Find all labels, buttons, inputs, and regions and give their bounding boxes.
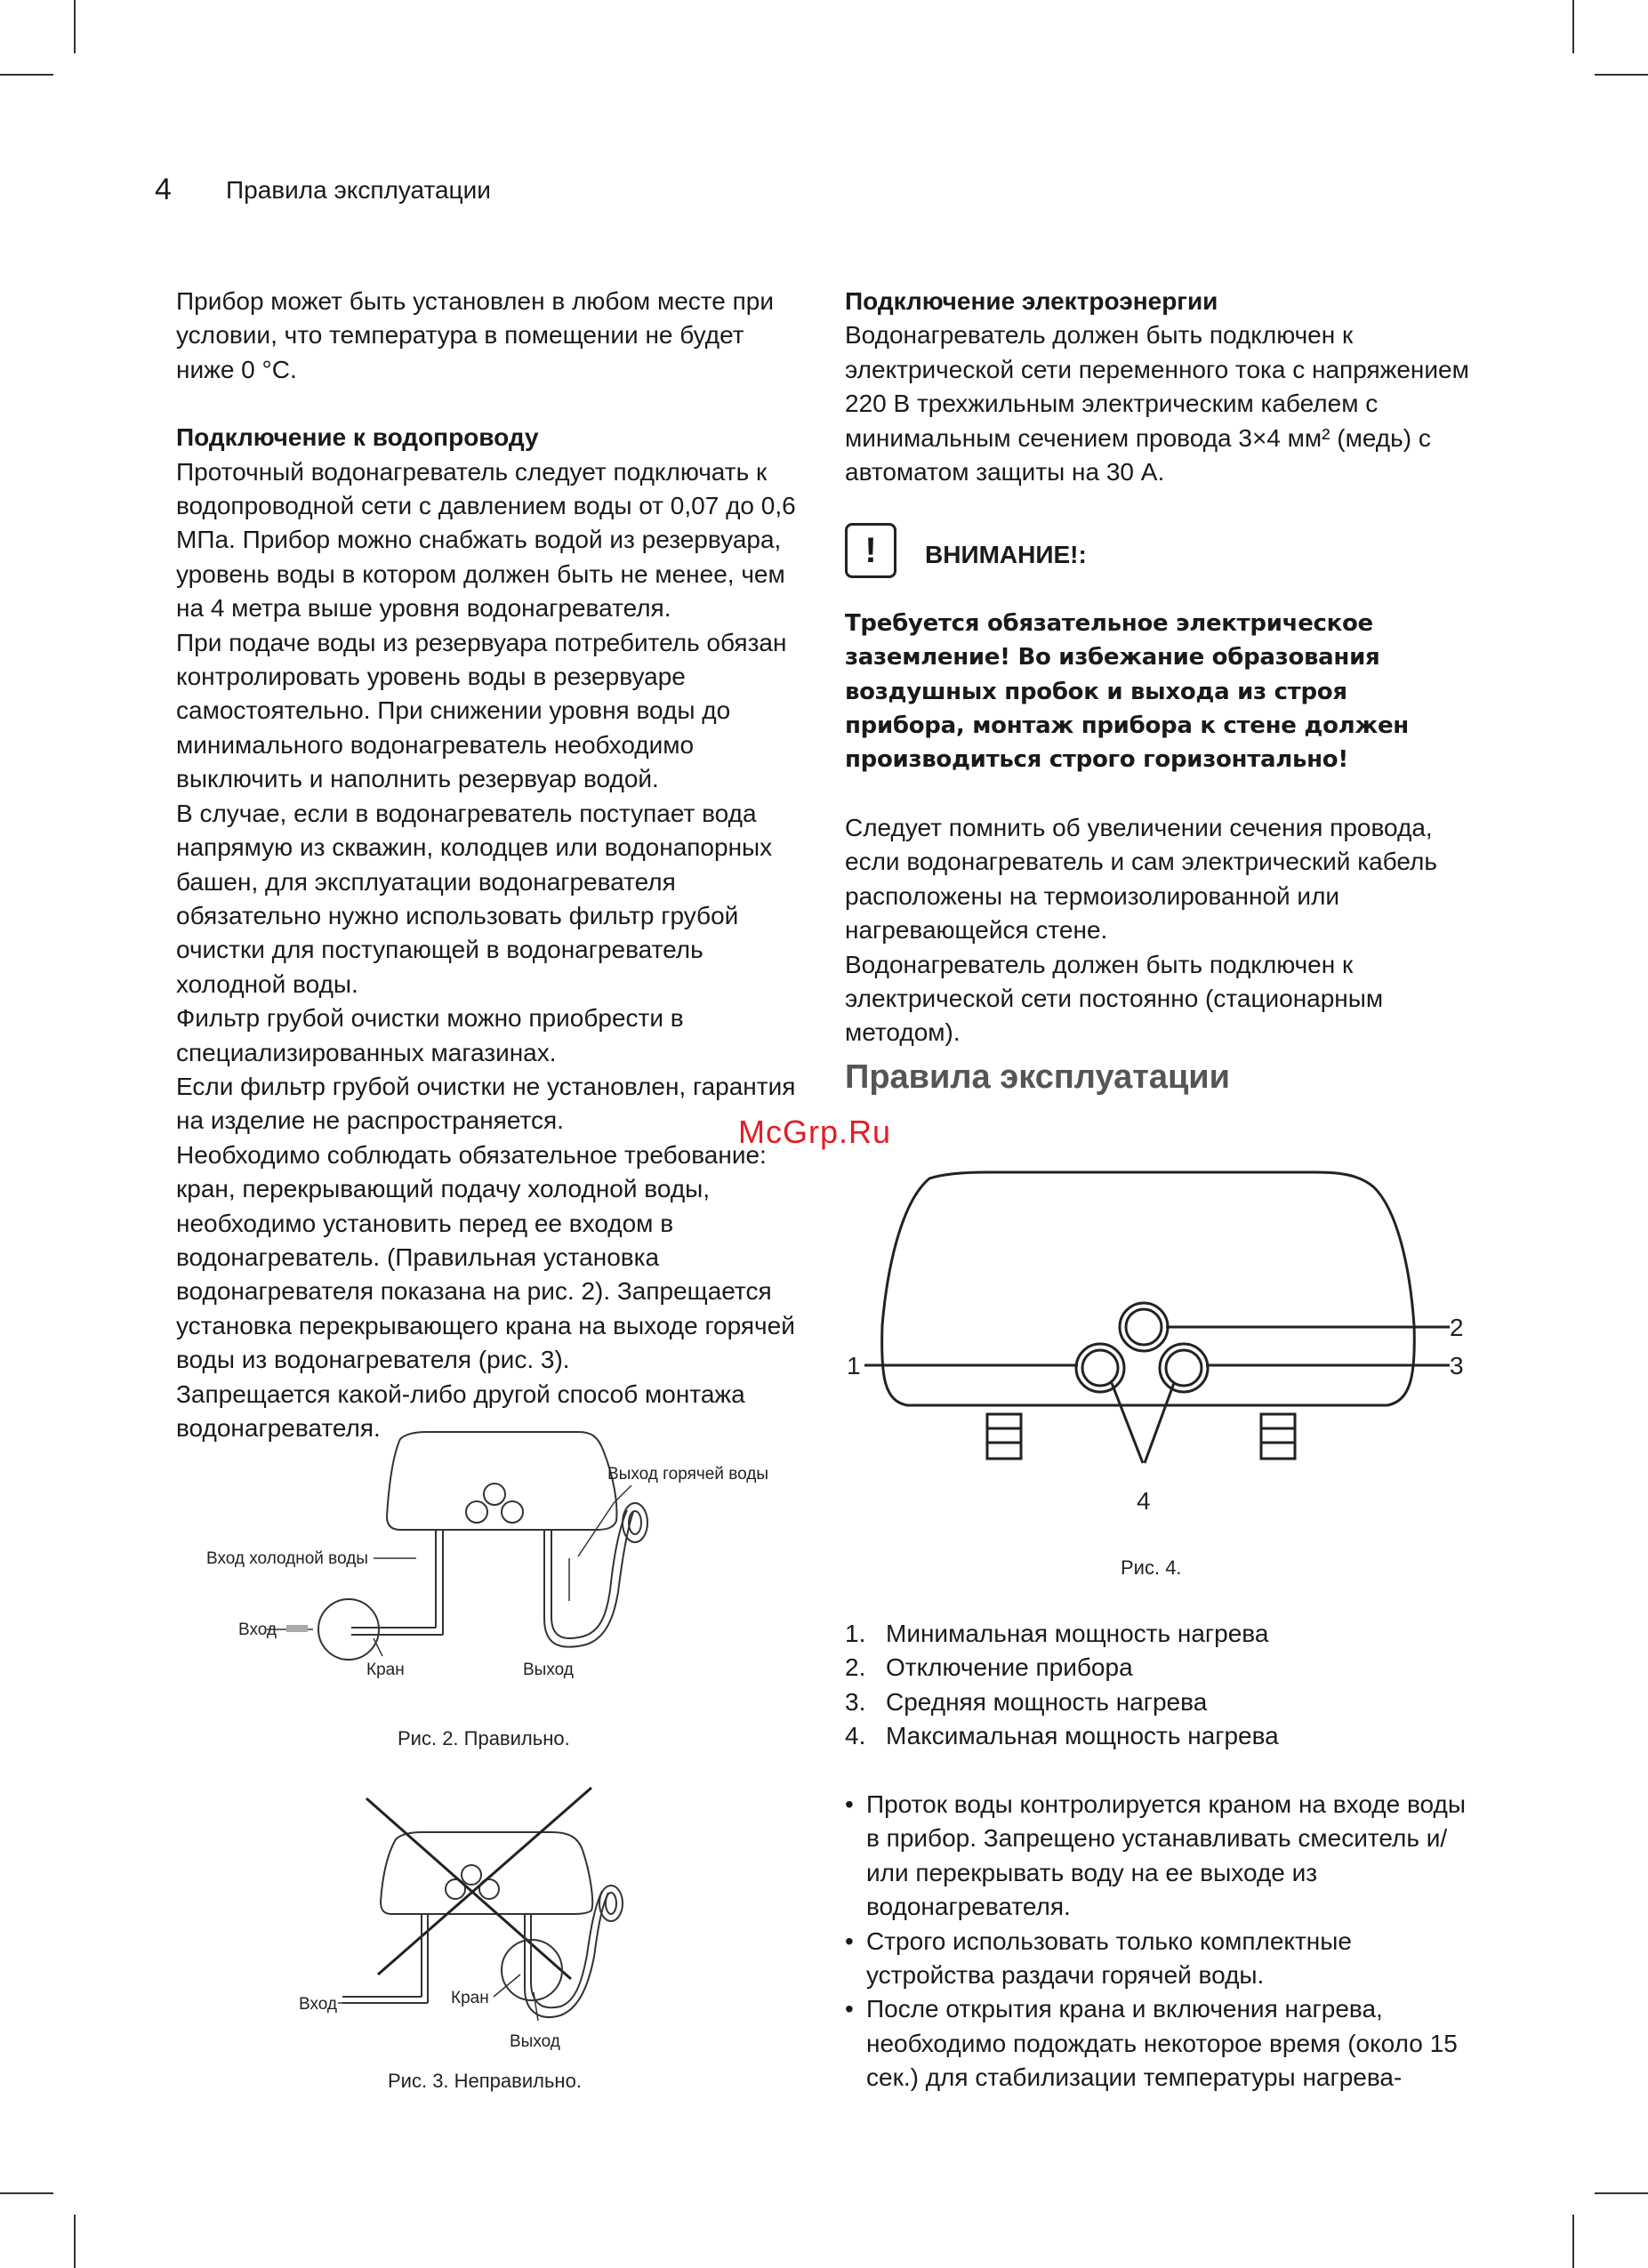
- list-item: [845, 1719, 1485, 1753]
- bullet-glyph: •: [845, 1926, 854, 1955]
- list-item: [845, 1651, 1485, 1685]
- fig4-label-3: 3: [1450, 1352, 1464, 1379]
- list-item: [845, 1685, 1485, 1719]
- bullet-glyph: •: [845, 1995, 854, 2023]
- fig2-in: Вход: [238, 1621, 277, 1639]
- list-text: Проток воды контролируется краном на входе воды в прибор. Запрещено устанавливать смеситель и/или перекрывать воду на ее выходе из водонагревателя.: [866, 1790, 1466, 1921]
- list-number: 2.: [845, 1653, 866, 1682]
- list-text: Максимальная мощность нагрева: [886, 1722, 1279, 1750]
- list-number: 1.: [845, 1620, 866, 1647]
- list-item: [845, 1992, 1485, 2095]
- list-text: После открытия крана и включения нагрева, необходимо подождать некоторое время (около 15 сек.) для стабилизации температуры нагрева-: [866, 1995, 1458, 2092]
- warning-icon: !: [845, 523, 896, 578]
- fig2-cold-in: Вход холодной воды: [206, 1549, 368, 1568]
- body-paragraph: В случае, если в водонагреватель поступает вода напрямую из скважин, колодцев или водонапорных башен, для эксплуатации водонагревателя обязательно нужно использовать фильтр грубой очистки для поступающей в водонагреватель холодной воды.: [176, 799, 773, 998]
- list-item: [845, 1617, 1485, 1651]
- list-text: Средняя мощность нагрева: [886, 1687, 1208, 1716]
- fig2-out: Выход: [523, 1661, 574, 1679]
- body-paragraph: Проточный водонагреватель следует подключать к водопроводной сети с давлением воды от 0,07 до 0,6 МПа. Прибор можно снабжать водой из резервуара, уровень воды в котором должен быть не менее, чем на 4 метра выше уровня водонагревателя.: [176, 457, 796, 623]
- fig4-caption: Рис. 4.: [1121, 1556, 1182, 1579]
- body-paragraph: Водонагреватель должен быть подключен к электрической сети постоянно (стационарным методом).: [845, 950, 1384, 1047]
- fig2-valve: Кран: [366, 1661, 405, 1679]
- fig2-caption: Рис. 2. Правильно.: [398, 1727, 570, 1749]
- electric-heading: Подключение электроэнергии: [845, 287, 1218, 315]
- body-paragraph: Следует помнить об увеличении сечения провода, если водонагреватель и сам электрический кабель расположены на термоизолированной или нагревающейся стене.: [845, 813, 1437, 945]
- fig4-label-1: 1: [847, 1352, 861, 1379]
- fig3-valve: Кран: [451, 1989, 489, 2007]
- running-header: Правила эксплуатации: [226, 176, 491, 204]
- figure-3-incorrect: [338, 1788, 623, 2021]
- figure-4-heater: [864, 1172, 1450, 1463]
- power-legend: [845, 1617, 1485, 1754]
- list-number: 4.: [845, 1722, 866, 1750]
- intro-paragraph: Прибор может быть установлен в любом месте при условии, что температура в помещении не будет ниже 0 °С.: [176, 287, 775, 383]
- fig3-in: Вход: [299, 1995, 337, 2014]
- body-paragraph: Водонагреватель должен быть подключен к электрической сети переменного тока с напряжением 220 В трехжильным электрическим кабелем с минимальным сечением провода 3×4 мм² (медь) с автоматом защиты на 30 А.: [845, 321, 1469, 487]
- bullet-glyph: •: [845, 1790, 854, 1818]
- watermark: McGrp.Ru: [738, 1114, 892, 1150]
- body-paragraph: Необходимо соблюдать обязательное требование: кран, перекрывающий подачу холодной воды, необходимо установить перед ее входом в водонагреватель. (Правильная установка водонагревателя показана на рис. 2). Запрещается установка перекрывающего крана на выходе горячей воды из водонагревателя (рис. 3).: [176, 1140, 795, 1374]
- fig4-label-4: 4: [1137, 1487, 1151, 1515]
- fig3-caption: Рис. 3. Неправильно.: [388, 2070, 582, 2092]
- water-heading: Подключение к водопроводу: [176, 423, 539, 452]
- list-number: 3.: [845, 1687, 866, 1716]
- page-number: 4: [155, 173, 172, 206]
- list-text: Отключение прибора: [886, 1653, 1133, 1682]
- list-text: Минимальная мощность нагрева: [886, 1620, 1269, 1647]
- list-item: [845, 1788, 1485, 1925]
- list-text: Строго использовать только комплектные устройства раздачи горячей воды.: [866, 1926, 1352, 1990]
- fig3-out: Выход: [510, 2032, 560, 2051]
- fig2-hot-out: Выход горячей воды: [607, 1465, 768, 1484]
- fig4-label-2: 2: [1450, 1314, 1464, 1341]
- section-title: Правила эксплуатации: [845, 1058, 1231, 1096]
- warning-title: ВНИМАНИЕ!:: [925, 541, 1087, 569]
- figure-2-correct: [267, 1432, 647, 1660]
- list-item: [845, 1925, 1485, 1993]
- body-paragraph: Фильтр грубой очистки можно приобрести в специализированных магазинах.: [176, 1004, 684, 1066]
- usage-bullets: [845, 1788, 1485, 2095]
- body-paragraph: Если фильтр грубой очистки не установлен, гарантия на изделие не распространяется.: [176, 1072, 796, 1135]
- body-paragraph: При подаче воды из резервуара потребитель обязан контролировать уровень воды в резервуаре самостоятельно. При снижении уровня воды до минимального водонагреватель необходимо выключить и наполнить резервуар водой.: [176, 628, 787, 793]
- body-paragraph: Запрещается какой-либо другой способ монтажа водонагревателя.: [176, 1379, 745, 1442]
- warning-text: Требуется обязательное электрическое заземление! Во избежание образования воздушных пробок и выхода из строя прибора, монтаж прибора к стене должен производиться строго горизонтально!: [845, 609, 1409, 774]
